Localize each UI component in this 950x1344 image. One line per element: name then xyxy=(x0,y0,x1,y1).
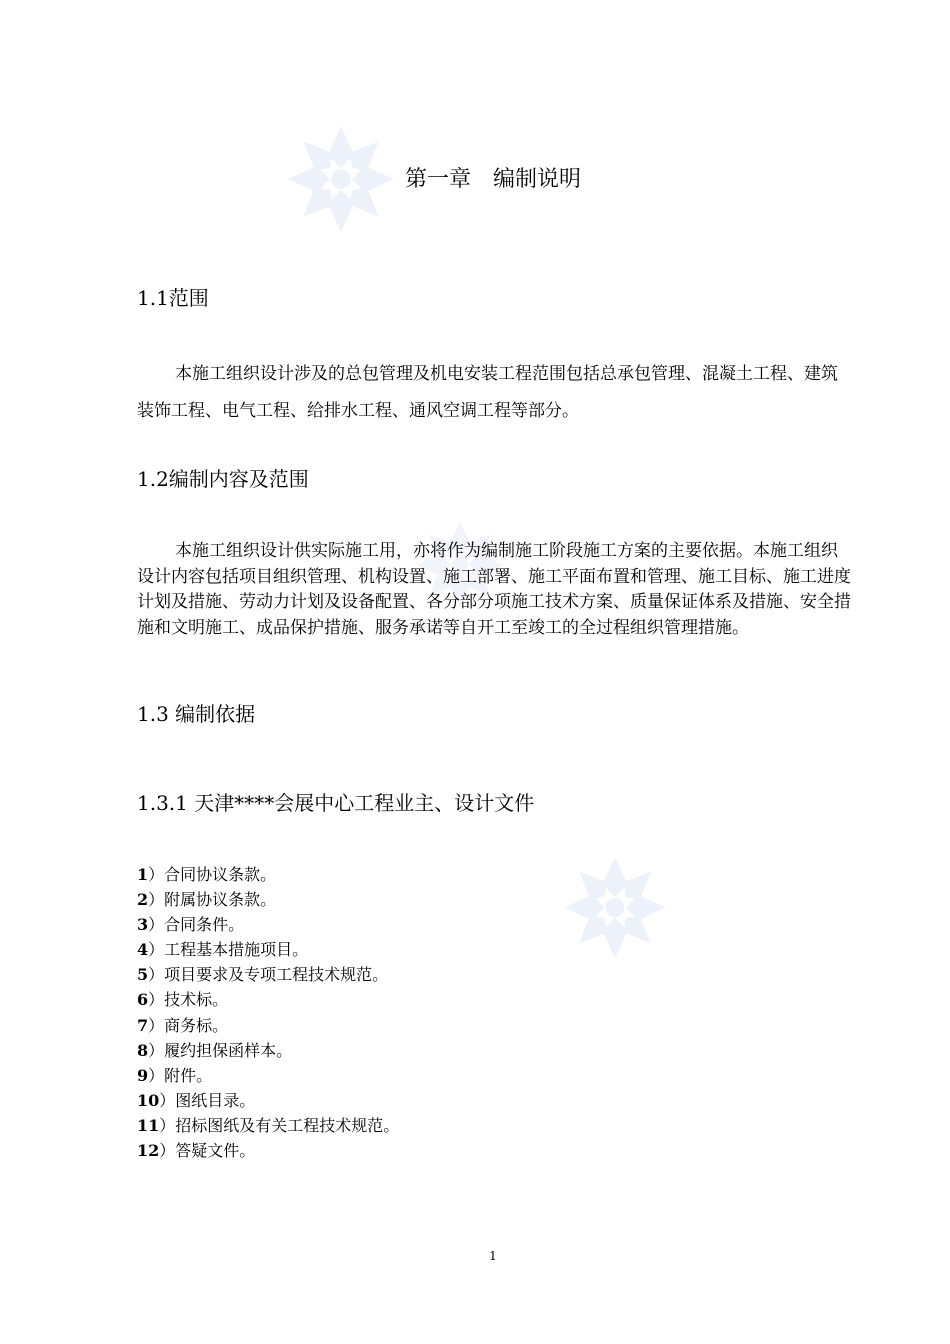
list-item: 3）合同条件。 xyxy=(137,915,245,935)
section-heading-1-3-1: 1.3.1 天津****会展中心工程业主、设计文件 xyxy=(137,791,535,815)
list-item: 1）合同协议条款。 xyxy=(137,865,277,884)
section-heading-1-3: 1.3 编制依据 xyxy=(137,702,256,726)
list-item: 11）招标图纸及有关工程技术规范。 xyxy=(137,1115,400,1135)
list-item: 8）履约担保函样本。 xyxy=(137,1040,293,1060)
list-item: 9）附件。 xyxy=(137,1065,213,1085)
section-heading-1-2: 1.2编制内容及范围 xyxy=(137,467,309,491)
section-1-2-paragraph: 本施工组织设计供实际施工用，亦将作为编制施工阶段施工方案的主要依据。本施工组织设计内容包括项目组织管理、机构设置、施工部署、施工平面布置和管理、施工目标、施工进度计划及措施、劳动力计划及设备配置、各分部分项施工技术方案、质量保证体系及措施、安全措施和文明施工、成品保护措施、服务承诺等自开工至竣工的全过程组织管理措施。 xyxy=(137,541,851,638)
list-item: 5）项目要求及专项工程技术规范。 xyxy=(137,965,389,985)
page-number: 1 xyxy=(489,1249,497,1263)
list-item: 12）答疑文件。 xyxy=(137,1141,256,1161)
list-item: 4）工程基本措施项目。 xyxy=(137,940,309,960)
watermark-logo-icon xyxy=(560,855,670,960)
list-item: 2）附属协议条款。 xyxy=(137,890,277,910)
list-item: 7）商务标。 xyxy=(137,1015,229,1035)
section-1-1-paragraph: 本施工组织设计涉及的总包管理及机电安装工程范围包括总承包管理、混凝土工程、建筑装饰工程、电气工程、给排水工程、通风空调工程等部分。 xyxy=(137,364,838,421)
section-heading-1-1: 1.1范围 xyxy=(137,286,209,310)
basis-document-list xyxy=(137,862,399,1163)
list-item: 6）技术标。 xyxy=(137,990,229,1010)
list-item: 10）图纸目录。 xyxy=(137,1090,256,1110)
chapter-title: 第一章 编制说明 xyxy=(404,167,581,192)
